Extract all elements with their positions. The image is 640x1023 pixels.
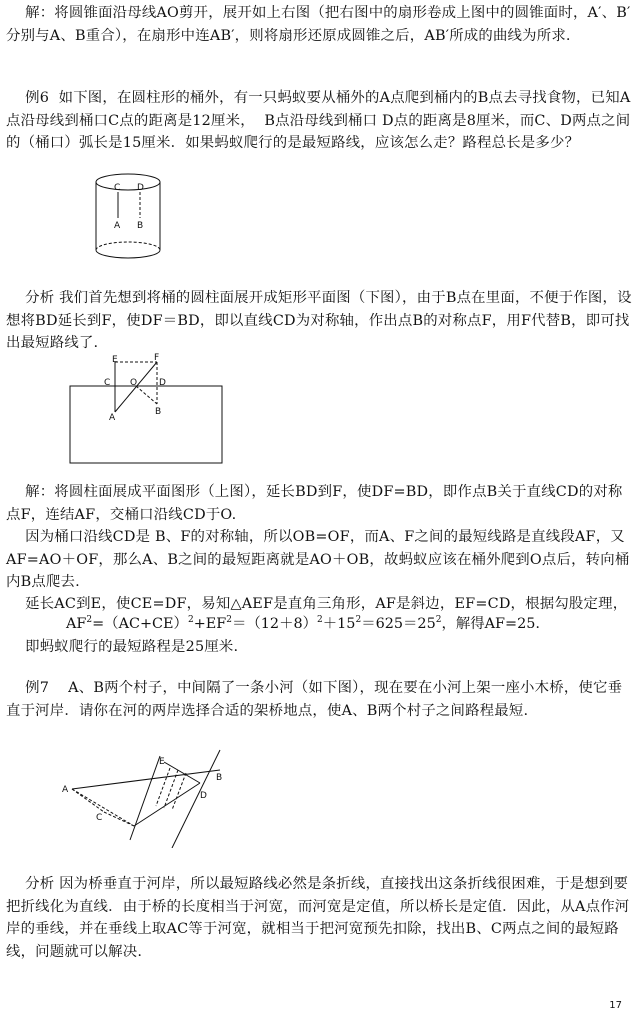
paragraph-example-6: 例6 如下图，在圆柱形的桶外，有一只蚂蚁要从桶外的A点爬到桶内的B点去寻找食物，已知A点沿母线到桶口C点的距离是12厘米， B点沿母线到桶口 D点的距离是8厘米，而C、D两点之间的（桶口）弧长是15厘米．如果蚂蚁爬行的是最短路线，应该怎么走？路程总长是多少？ [6,90,631,151]
label-d: D [137,183,144,193]
paragraph-solution-cone: 解：将圆锥面沿母线AO剪开，展开如上右图（把右图中的扇形卷成上图中的圆锥面时，A′、B′分别与A、B重合），在扇形中连AB′，则将扇形还原成圆锥之后，AB′所成的曲线为所求. [6,5,631,44]
page-number: 17 [609,1000,622,1011]
label-o: O [130,378,138,388]
paragraph-solution-cylinder: 解：将圆柱面展成平面图形（上图），延长BD到F，使DF=BD，即作点B关于直线CD的对称点F，连结AF，交桶口沿线CD于O. [6,484,623,523]
paragraph-analysis-2: 分析 因为桥垂直于河岸，所以最短路线必然是条折线，直接找出这条折线很困难，于是想到要把折线化为直线．由于桥的长度相当于河宽，而河宽是定值，所以桥长是定值．因此，从A点作河岸的垂线，并在垂线上取AC等于河宽，就相当于把河宽预先扣除，找出B、C两点之间的最短路线，问题就可以解决. [6,876,630,960]
label-b: B [137,221,144,231]
label-d: D [159,378,166,388]
label-a: A [114,221,121,231]
label-e: E [112,355,118,365]
label-c: C [104,378,111,388]
label-a: A [109,413,116,423]
label-a: A [62,785,69,795]
unfolded-rectangle-figure [66,352,226,467]
cylinder-figure [90,170,170,265]
label-e: E [159,757,165,767]
paragraph-example-7: 例7 A、B两个村子，中间隔了一条小河（如下图），现在要在小河上架一座小木桥，使它垂直于河岸．请你在河的两岸选择合适的架桥地点，使A、B两个村子之间路程最短. [6,680,623,719]
label-c: C [96,813,103,823]
label-f: F [154,353,160,363]
label-b: B [155,407,162,417]
formula-line: $AF^2=(AC+CE)^2+EF^2=(12+8)^2+15^2=625=25^2$，解得AF=25. [66,615,540,632]
label-d: D [200,791,207,801]
paragraph-symmetry: 因为桶口沿线CD是 B、F的对称轴，所以OB=OF，而A、F之间的最短线路是直线段AF，又AF=AO＋OF，那么A、B之间的最短距离就是AO＋OB，故蚂蚁应该在桶外爬到O点后，转向桶内B点爬去. [6,529,630,590]
label-c: C [114,183,121,193]
paragraph-analysis-1: 分析 我们首先想到将桶的圆柱面展开成矩形平面图（下图），由于B点在里面，不便于作图，设想将BD延长到F，使DF＝BD，即以直线CD为对称轴，作出点B的对称点F，用F代替B，即可找出最短路线了. [6,290,632,351]
paragraph-pythagoras: 延长AC到E，使CE=DF，易知△AEF是直角三角形，AF是斜边，EF=CD，根据勾股定理， [6,596,628,612]
label-b: B [216,773,223,783]
river-bridge-figure [60,748,240,848]
paragraph-conclusion: 即蚂蚁爬行的最短路程是25厘米. [6,639,239,655]
